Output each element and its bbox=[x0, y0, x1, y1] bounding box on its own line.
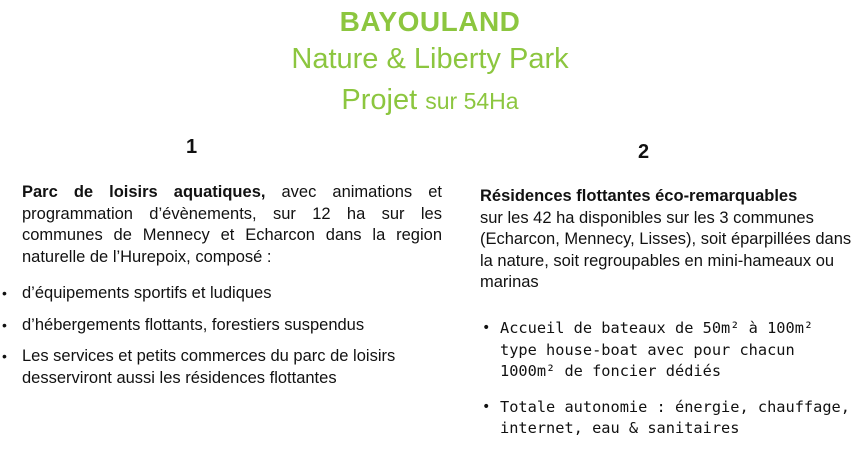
list-item-text: Les services et petits commerces du parc de loisirs desserviront aussi les résidences flottantes bbox=[22, 347, 396, 387]
page-title: BAYOULAND bbox=[339, 6, 521, 37]
column-2-bullet-list bbox=[478, 318, 858, 454]
list-item-text: Totale autonomie : énergie, chauffage, internet, eau & sanitaires bbox=[500, 397, 850, 437]
page-subtitle: Nature & Liberty Park bbox=[291, 43, 569, 75]
project-line bbox=[0, 84, 860, 117]
list-item-text: d’hébergements flottants, forestiers suspendus bbox=[22, 315, 365, 334]
column-2-intro-text: sur les 42 ha disponibles sur les 3 communes (Echarcon, Mennecy, Lisses), soit éparpillées dans la nature, soit regroupables en mini-hameaux ou marinas bbox=[480, 208, 852, 291]
column-1-bullet-list bbox=[0, 283, 440, 399]
column-1-intro-bold: Parc de loisirs aquatiques, bbox=[22, 183, 266, 201]
column-2-intro bbox=[480, 186, 860, 294]
bullet-dot-icon: • bbox=[482, 320, 491, 336]
list-item bbox=[478, 318, 858, 383]
bullet-dot-icon: • bbox=[2, 316, 7, 333]
bullet-dot-icon: • bbox=[2, 348, 7, 364]
column-1 bbox=[22, 182, 442, 268]
list-item-text: d’équipements sportifs et ludiques bbox=[22, 284, 272, 302]
list-item bbox=[0, 315, 440, 337]
column-2 bbox=[480, 186, 860, 294]
list-item bbox=[0, 346, 440, 389]
project-size: sur 54Ha bbox=[425, 88, 519, 114]
list-item bbox=[478, 397, 858, 440]
list-item bbox=[0, 283, 440, 305]
column-1-number: 1 bbox=[186, 136, 198, 158]
column-2-intro-bold: Résidences flottantes éco-remarquables bbox=[480, 187, 798, 205]
bullet-dot-icon: • bbox=[482, 398, 491, 415]
column-2-number: 2 bbox=[638, 141, 650, 163]
column-1-intro bbox=[22, 182, 442, 268]
column-1-intro-text: avec animations et programmation d’évènements, sur 12 ha sur les communes de Mennecy et Echarcon dans la region naturelle de l’Hurepoix, composé : bbox=[22, 183, 442, 266]
project-prefix: Projet bbox=[341, 84, 426, 116]
list-item-text: Accueil de bateaux de 50m² à 100m² type house-boat avec pour chacun 1000m² de foncier dédiés bbox=[500, 319, 814, 380]
bullet-dot-icon: • bbox=[2, 285, 7, 301]
